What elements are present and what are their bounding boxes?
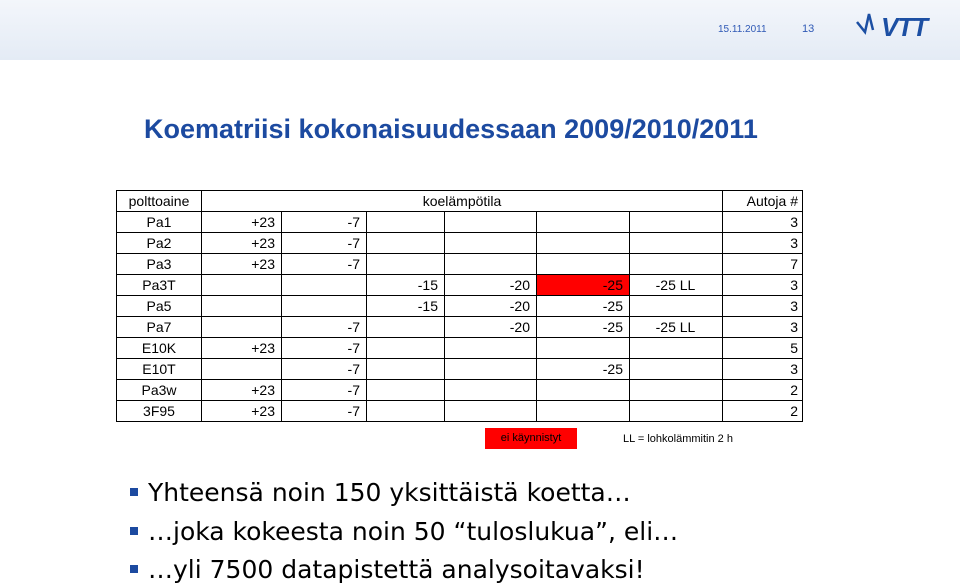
cell-temperature: [537, 212, 630, 233]
cell-temperature: [367, 317, 445, 338]
table-row: [117, 359, 803, 380]
cell-temperature: [630, 380, 723, 401]
cell-temperature: [282, 296, 367, 317]
cell-temperature: [445, 212, 537, 233]
table-row: [117, 254, 803, 275]
cell-temperature: -25: [537, 296, 630, 317]
cell-cars: 7: [723, 254, 803, 275]
cell-temperature: -7: [282, 338, 367, 359]
cell-temperature: [202, 317, 282, 338]
bullet-text: …yli 7500 datapistettä analysoitavaksi!: [148, 555, 645, 584]
cell-temperature: -20: [445, 317, 537, 338]
cell-temperature: [202, 275, 282, 296]
cell-temperature: -25 LL: [630, 317, 723, 338]
cell-temperature: [630, 338, 723, 359]
bullet-item: [130, 517, 678, 546]
bullet-item: [130, 555, 645, 584]
legend-ll-note: LL = lohkolämmitin 2 h: [623, 433, 733, 445]
cell-temperature: [445, 233, 537, 254]
cell-temperature: [537, 254, 630, 275]
cell-fuel: Pa5: [117, 296, 202, 317]
cell-cars: 2: [723, 380, 803, 401]
bullet-item: [130, 478, 631, 507]
cell-temperature: +23: [202, 380, 282, 401]
cell-temperature: -25: [537, 317, 630, 338]
header-band: [0, 0, 960, 60]
cell-temperature: -7: [282, 317, 367, 338]
cell-temperature: [202, 359, 282, 380]
cell-temperature: -7: [282, 254, 367, 275]
cell-temperature: [367, 254, 445, 275]
header-fuel: polttoaine: [117, 191, 202, 212]
table-row: [117, 380, 803, 401]
bullet-text: …joka kokeesta noin 50 “tuloslukua”, eli…: [148, 517, 679, 546]
cell-temperature: [445, 359, 537, 380]
bullet-icon: [130, 527, 138, 535]
table-header-row: [117, 191, 803, 212]
cell-temperature: [367, 401, 445, 422]
cell-fuel: Pa2: [117, 233, 202, 254]
cell-temperature: [445, 401, 537, 422]
cell-temperature: [445, 254, 537, 275]
cell-temperature: -20: [445, 275, 537, 296]
cell-temperature: [537, 401, 630, 422]
cell-temperature: -7: [282, 401, 367, 422]
cell-cars: 3: [723, 317, 803, 338]
cell-fuel: E10T: [117, 359, 202, 380]
cell-temperature: -25: [537, 359, 630, 380]
cell-temperature: [367, 233, 445, 254]
cell-cars: 3: [723, 212, 803, 233]
table-row: [117, 212, 803, 233]
table-row: [117, 401, 803, 422]
cell-temperature: [367, 359, 445, 380]
cell-temperature: -25 LL: [630, 275, 723, 296]
cell-fuel: Pa7: [117, 317, 202, 338]
cell-cars: 5: [723, 338, 803, 359]
bullet-icon: [130, 488, 138, 496]
test-matrix-table: [116, 190, 803, 422]
bullet-icon: [130, 565, 138, 573]
table-row: [117, 338, 803, 359]
cell-temperature: [282, 275, 367, 296]
cell-temperature: [445, 380, 537, 401]
cell-fuel: Pa3T: [117, 275, 202, 296]
cell-temperature: +23: [202, 401, 282, 422]
cell-temperature: +23: [202, 254, 282, 275]
cell-cars: 3: [723, 359, 803, 380]
cell-temperature: -15: [367, 275, 445, 296]
cell-temperature: -20: [445, 296, 537, 317]
cell-temperature: [630, 296, 723, 317]
cell-cars: 3: [723, 233, 803, 254]
cell-temperature: [630, 359, 723, 380]
cell-temperature: +23: [202, 212, 282, 233]
table-row: [117, 317, 803, 338]
cell-cars: 3: [723, 296, 803, 317]
cell-temperature: -7: [282, 359, 367, 380]
header-temperature: koelämpötila: [202, 191, 723, 212]
cell-fuel: Pa1: [117, 212, 202, 233]
cell-temperature: [630, 233, 723, 254]
cell-temperature: -7: [282, 233, 367, 254]
cell-cars: 3: [723, 275, 803, 296]
cell-temperature: [367, 380, 445, 401]
cell-temperature: -15: [367, 296, 445, 317]
cell-fuel: 3F95: [117, 401, 202, 422]
cell-temperature: [537, 380, 630, 401]
page-number: 13: [802, 23, 815, 35]
cell-fuel: E10K: [117, 338, 202, 359]
table-row: [117, 296, 803, 317]
bullet-text: Yhteensä noin 150 yksittäistä koetta…: [148, 478, 631, 507]
cell-temperature-no-start: -25: [537, 275, 630, 296]
table-row: [117, 233, 803, 254]
legend-no-start: ei käynnistyt: [485, 428, 577, 449]
cell-temperature: [537, 338, 630, 359]
cell-fuel: Pa3w: [117, 380, 202, 401]
cell-temperature: +23: [202, 338, 282, 359]
cell-fuel: Pa3: [117, 254, 202, 275]
cell-temperature: [630, 254, 723, 275]
cell-cars: 2: [723, 401, 803, 422]
header-cars: Autoja #: [723, 191, 803, 212]
cell-temperature: [202, 296, 282, 317]
cell-temperature: [630, 212, 723, 233]
cell-temperature: [367, 338, 445, 359]
header-date: 15.11.2011: [718, 24, 767, 35]
cell-temperature: [630, 401, 723, 422]
slide-title: Koematriisi kokonaisuudessaan 2009/2010/2011: [144, 114, 758, 144]
cell-temperature: [445, 338, 537, 359]
cell-temperature: [367, 212, 445, 233]
cell-temperature: +23: [202, 233, 282, 254]
cell-temperature: [537, 233, 630, 254]
cell-temperature: -7: [282, 212, 367, 233]
cell-temperature: -7: [282, 380, 367, 401]
table-row: [117, 275, 803, 296]
vtt-logo-text: VTT: [881, 12, 928, 42]
